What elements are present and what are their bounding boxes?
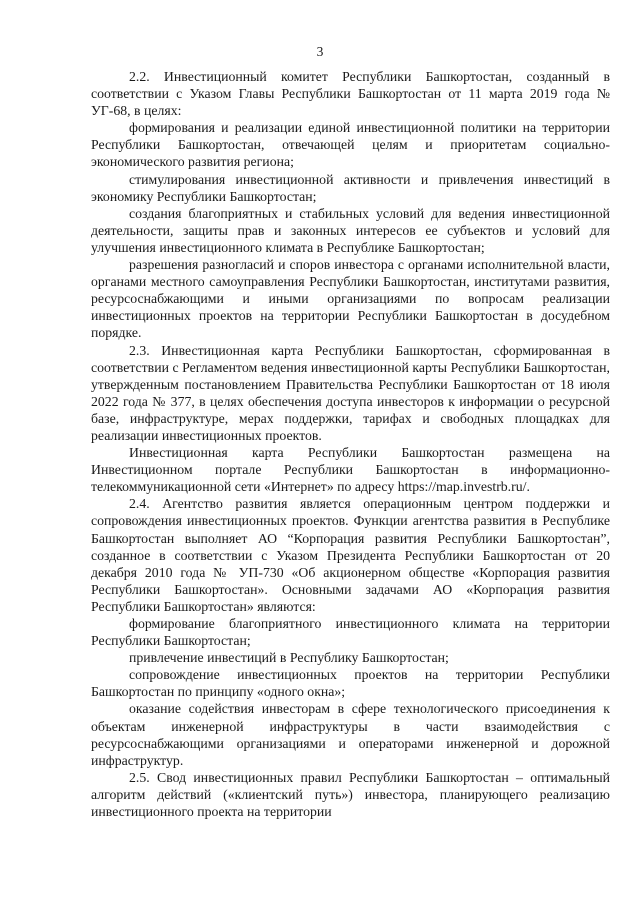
paragraph-2-2: 2.2. Инвестиционный комитет Республики Башкортостан, созданный в соответствии с Указом Главы Республики Башкортостан от 11 марта 2019 года № УГ-68, в целях: [91,69,610,119]
list-item-conditions: создания благоприятных и стабильных условий для ведения инвестиционной деятельности, защиты прав и законных интересов ее субъектов и условий для улучшения инвестиционного климата в Республике Башкортостан; [91,205,610,255]
list-item-stimulation: стимулирования инвестиционной активности и привлечения инвестиций в экономику Республики Башкортостан; [91,171,610,204]
paragraph-2-4: 2.4. Агентство развития является операционным центром поддержки и сопровождения инвестиционных проектов. Функции агентства развития в Республике Башкортостан выполняет АО “Корпорация развития Республики Башкортостан”, созданное в соответствии с Указом Президента Республики Башкортостан от 20 декабря 2010 года № УП-730 «Об акционерном обществе «Корпорация развития Республики Башкортостан». Основными задачами АО «Корпорация развития Республики Башкортостан» являются: [91,496,610,614]
paragraph-map-portal: Инвестиционная карта Республики Башкортостан размещена на Инвестиционном портале Республики Башкортостан в информационно-телекоммуникационной сети «Интернет» по адресу https://map.investrb.ru/. [91,445,610,495]
list-item-disputes: разрешения разногласий и споров инвестора с органами исполнительной власти, органами местного самоуправления Республики Башкортостан, институтами развития, ресурсоснабжающими и иными организациями по вопросам реализации инвестиционных проектов на территории Республики Башкортостан в досудебном порядке. [91,257,610,341]
list-item-climate: формирование благоприятного инвестиционного климата на территории Республики Башкортостан; [91,616,610,649]
list-item-support: сопровождение инвестиционных проектов на территории Республики Башкортостан по принципу «одного окна»; [91,667,610,700]
list-item-attraction: привлечение инвестиций в Республику Башкортостан; [129,650,449,666]
paragraph-2-3: 2.3. Инвестиционная карта Республики Башкортостан, сформированная в соответствии с Регламентом ведения инвестиционной карты Республики Башкортостан, утвержденным постановлением Правительства Республики Башкортостан от 18 июля 2022 года № 377, в целях обеспечения доступа инвесторов к информации о ресурсной базе, инфраструктуре, мерах поддержки, тарифах и свободных площадках для реализации инвестиционных проектов. [91,342,610,443]
page-number: 3 [316,44,324,59]
paragraph-2-5: 2.5. Свод инвестиционных правил Республики Башкортостан – оптимальный алгоритм действий («клиентский путь») инвестора, планирующего реализацию инвестиционного проекта на территории [91,769,610,820]
list-item-assistance: оказание содействия инвесторам в сфере технологического присоединения к объектам инженерной инфраструктуры в части взаимодействия с ресурсоснабжающими организациями и операторами инженерной и дорожной инфраструктур. [91,701,610,768]
list-item-policy: формирования и реализации единой инвестиционной политики на территории Республики Башкортостан, отвечающей целям и приоритетам социально-экономического развития региона; [91,120,610,170]
document-body [91,68,610,820]
